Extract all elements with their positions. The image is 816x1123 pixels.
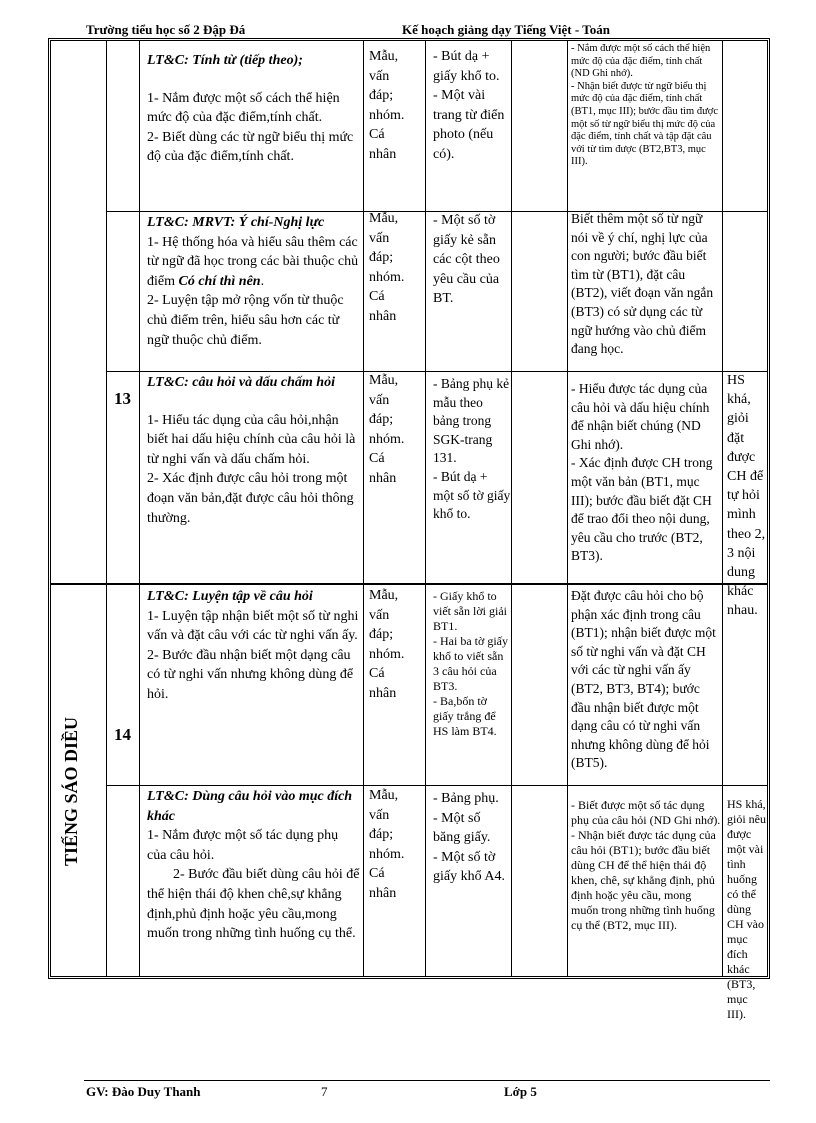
materials: - Giấy khổ to viết sẵn lời giải BT1. - Hai ba tờ giấy khổ to viết sẵn 3 câu hỏi của BT3. - Ba,bốn tờ giấy trắng để HS làm BT4. xyxy=(433,589,508,738)
lesson-content: LT&C: MRVT: Ý chí-Nghị lực 1- Hệ thống hóa và hiểu sâu thêm các từ ngữ đã học trong các bài thuộc chủ điểm Có chí thì nên. 2- Luyện tập mở rộng vốn từ thuộc chủ điểm trên, hiểu sâu hơn các từ ngữ thuộc chủ điểm. xyxy=(147,213,361,350)
standard: Đặt được câu hỏi cho bộ phận xác định trong câu (BT1); nhận biết được một số từ nghi vấn và đặt CH với các từ nghi vấn ấy (BT2, BT3, BT4); bước đầu nhận biết được một dạng câu có từ nghi vấn nhưng không dùng để hỏi (BT5). xyxy=(571,588,716,771)
standard: - Nắm được một số cách thể hiện mức độ của đặc điểm, tính chất (ND Ghi nhớ). - Nhận biết được từ ngữ biểu thị mức độ của đặc điểm, tính chất (BT1, mục III); bước đầu tìm được một số từ ngữ biểu thị mức độ của đặc điểm, tính chất và tập đặt câu với từ tìm được (BT2,BT3, mục III). xyxy=(571,43,718,168)
school-name: Trường tiểu học số 2 Đập Đá xyxy=(86,22,246,37)
theme-label: TIẾNG SÁO DIỀU xyxy=(61,716,81,866)
lesson-content: LT&C: Dùng câu hỏi vào mục đích khác 1- Nắm được một số tác dụng phụ của câu hỏi. 2- Bước đầu biết dùng câu hỏi để thể hiện thái độ khen chê,sự khẳng định,phủ định hoặc yêu cầu,mong muốn trong những tình huống cụ thể. xyxy=(147,789,360,942)
method: Mẫu, vấn đáp; nhóm. Cá nhân xyxy=(369,588,405,701)
standard: - Biết được một số tác dụng phụ của câu hỏi (ND Ghi nhớ). - Nhận biết được tác dụng của câu hỏi (BT1); bước đầu biết dùng CH để thể hiện thái độ khen, chê, sự khẳng định, phủ định hoặc yêu cầu, mong muốn trong những tình huống cụ thể (BT2, mục III). xyxy=(571,798,721,932)
materials: - Một số tờ giấy kẻ sẵn các cột theo yêu cầu của BT. xyxy=(433,213,500,307)
method: Mẫu, vấn đáp; nhóm. Cá nhân xyxy=(369,788,405,901)
lesson-title: LT&C: Tính từ (tiếp theo); xyxy=(147,53,303,68)
plan-title: Kế hoạch giảng dạy Tiếng Việt - Toán xyxy=(402,22,610,37)
lesson-content: LT&C: câu hỏi và dấu chấm hỏi 1- Hiểu tác dụng của câu hỏi,nhận biết hai dấu hiệu chính của câu hỏi là từ nghi vấn và dấu chấm hỏi. 2- Xác định được câu hỏi trong một đoạn văn bản,đặt được câu hỏi thông thường. xyxy=(147,373,361,528)
teacher-name: GV: Đào Duy Thanh xyxy=(86,1084,201,1099)
page-header xyxy=(84,20,770,39)
lesson-title: LT&C: Dùng câu hỏi vào mục đích khác xyxy=(147,789,353,824)
week-14: 14 xyxy=(114,725,131,744)
standard: Biết thêm một số từ ngữ nói về ý chí, nghị lực của con người; bước đầu biết tìm từ (BT1), đặt câu (BT2), viết đoạn văn ngắn (BT3) có sử dụng các từ ngữ hướng vào chủ điểm đang học. xyxy=(571,211,714,357)
standard: - Hiểu được tác dụng của câu hỏi và dấu hiệu chính để nhận biết chúng (ND Ghi nhớ). - Xác định được CH trong một văn bản (BT1, mục III); bước đầu biết đặt CH để trao đổi theo nội dung, yêu cầu cho trước (BT2, BT3). xyxy=(571,381,713,564)
lesson-title: LT&C: Luyện tập về câu hỏi xyxy=(147,589,313,604)
lesson-content: LT&C: Luyện tập về câu hỏi 1- Luyện tập nhận biết một số từ nghi vấn và đặt câu với các từ nghi vấn ấy. 2- Bước đầu nhận biết một dạng câu có từ nghi vấn nhưng không dùng để hỏi. xyxy=(147,587,361,705)
lesson-content: LT&C: Tính từ (tiếp theo); 1- Nắm được một số cách thể hiện mức độ của đặc điểm,tính chất. 2- Biết dùng các từ ngữ biểu thị mức độ của đặc điểm,tính chất. xyxy=(147,51,361,167)
method: Mẫu, vấn đáp; nhóm. Cá nhân xyxy=(369,211,405,324)
lesson-plan-table xyxy=(48,38,770,1021)
lesson-title: LT&C: câu hỏi và dấu chấm hỏi xyxy=(147,375,335,390)
materials: - Bảng phụ kẻ mẫu theo bảng trong SGK-trang 131. - Bút dạ + một số tờ giấy khổ to. xyxy=(433,376,511,522)
lesson-title: LT&C: MRVT: Ý chí-Nghị lực xyxy=(147,215,325,230)
note: HS khá, giỏi nêu được một vài tình huống có thể dùng CH vào mục đích khác (BT3, mục III). xyxy=(727,797,766,1021)
page-number: 7 xyxy=(321,1084,328,1099)
page-footer xyxy=(84,1080,770,1101)
class-label: Lớp 5 xyxy=(504,1084,537,1099)
method: Mẫu, vấn đáp; nhóm. Cá nhân xyxy=(369,49,405,162)
method: Mẫu, vấn đáp; nhóm. Cá nhân xyxy=(369,373,405,486)
materials: - Bảng phụ. - Một số băng giấy. - Một số tờ giấy khổ A4. xyxy=(433,791,505,885)
week-13: 13 xyxy=(114,389,131,408)
note: HS khá, giỏi đặt được CH để tự hỏi mình theo 2, 3 nội dung khác nhau. xyxy=(727,373,766,619)
materials: - Bút dạ + giấy khổ to. - Một vài trang từ điển photo (nếu có). xyxy=(433,49,505,162)
